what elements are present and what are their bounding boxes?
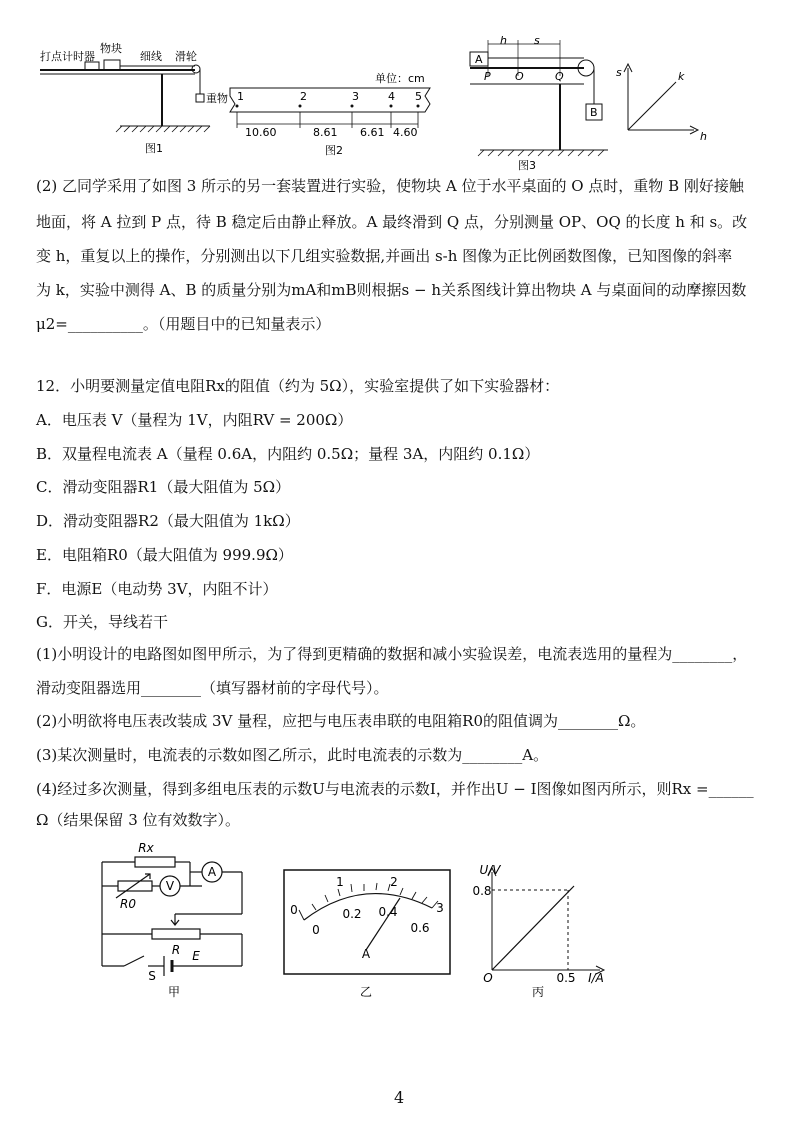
fig3-h-label: h	[500, 34, 507, 47]
fig2-point-3: 3	[352, 90, 359, 103]
jia-caption: 甲	[167, 985, 181, 999]
fig3-graph-s: s	[616, 66, 622, 79]
part2-line-2: 地面，将 A 拉到 P 点，待 B 稳定后由静止释放。A 最终滑到 Q 点，分别测量 OP、OQ 的长度 h 和 s。改	[36, 213, 748, 231]
yi-bottom-scale-1: 0.2	[342, 907, 362, 921]
figure-2	[225, 70, 445, 158]
q12-sub-4a: (4)经过多次测量，得到多组电压表的示数U与电流表的示数I，并作出U − I图像如图丙所示，则Rx =______	[36, 780, 754, 798]
ui-graph-bing	[462, 858, 622, 1000]
part2-line-5: μ2=__________。（用题目中的已知量表示）	[36, 315, 331, 333]
fig3-caption: 图3	[518, 159, 536, 172]
q12-item-g: G．开关，导线若干	[36, 613, 168, 631]
q12-item-c: C．滑动变阻器R1（最大阻值为 5Ω）	[36, 478, 291, 496]
figure-1	[30, 38, 228, 158]
fig2-point-1: 1	[237, 90, 244, 103]
fig2-dist-1: 10.60	[245, 126, 277, 139]
yi-top-scale-1: 1	[336, 875, 344, 889]
q12-sub-1b: 滑动变阻器选用________（填写器材前的字母代号）。	[36, 679, 389, 697]
fig1-block	[104, 60, 120, 70]
fig3-b-label: B	[590, 106, 598, 119]
fig2-dist-4: 4.60	[393, 126, 418, 139]
fig3-o-label: O	[515, 70, 524, 83]
fig1-timer-label: 打点计时器	[40, 50, 95, 63]
fig3-sh-graph	[616, 64, 707, 143]
fig1-pulley-label: 滑轮	[175, 50, 197, 63]
q12-item-e: E．电阻箱R0（最大阻值为 999.9Ω）	[36, 546, 293, 564]
bing-origin-label: O	[483, 971, 493, 985]
part2-line-3: 变 h，重复以上的操作，分别测出以下几组实验数据,并画出 s-h 图像为正比例函数图像，已知图像的斜率	[36, 247, 733, 265]
fig2-dist-2: 8.61	[313, 126, 338, 139]
yi-bottom-scale-0: 0	[312, 923, 320, 937]
yi-caption: 乙	[359, 985, 373, 999]
q12-sub-4b: Ω（结果保留 3 位有效数字）。	[36, 811, 241, 829]
fig2-unit: 单位：cm	[375, 72, 425, 85]
yi-meter-label: A	[361, 947, 371, 961]
q12-item-a: A．电压表 V（量程为 1V，内阻RV = 200Ω）	[36, 411, 353, 429]
fig1-weight-label: 重物	[206, 92, 228, 105]
yi-top-scale-2: 2	[390, 875, 398, 889]
fig3-a-label: A	[475, 53, 483, 66]
bing-caption: 丙	[531, 985, 545, 999]
page-number: 4	[394, 1088, 405, 1107]
fig2-point-5: 5	[415, 90, 422, 103]
fig3-graph-k: k	[678, 70, 685, 83]
bing-x-tick: 0.5	[556, 971, 576, 985]
fig2-points	[236, 105, 420, 108]
bing-x-axis-label: I/A	[588, 971, 604, 985]
q12-item-d: D．滑动变阻器R2（最大阻值为 1kΩ）	[36, 512, 300, 530]
q12-item-b: B．双量程电流表 A（量程 0.6A，内阻约 0.5Ω；量程 3A，内阻约 0.1Ω）	[36, 445, 540, 463]
bing-data-line	[492, 886, 574, 970]
part2-line-1: (2) 乙同学采用了如图 3 所示的另一套装置进行实验，使物块 A 位于水平桌面的 O 点时，重物 B 刚好接触	[36, 177, 744, 195]
q12-sub-2: (2)小明欲将电压表改装成 3V 量程，应把与电压表串联的电阻箱R0的阻值调为________Ω。	[36, 712, 646, 730]
ammeter-dial-yi	[282, 868, 454, 1002]
yi-top-scale-0: 0	[290, 903, 298, 917]
fig2-point-4: 4	[388, 90, 395, 103]
jia-rx-label: Rx	[138, 841, 154, 855]
yi-bottom-scale-2: 0.4	[378, 905, 398, 919]
jia-ammeter-label: A	[207, 865, 217, 879]
jia-switch-label: S	[148, 969, 156, 983]
fig1-caption: 图1	[145, 142, 163, 155]
fig1-weight	[196, 94, 204, 102]
fig2-caption: 图2	[325, 144, 343, 157]
jia-emf-label: E	[192, 949, 200, 963]
yi-top-scale-3: 3	[436, 901, 444, 915]
fig2-tape	[230, 88, 430, 112]
fig3-s-label: s	[534, 34, 540, 47]
jia-r-label: R	[171, 943, 181, 957]
bing-y-axis-label: U/V	[479, 863, 501, 877]
q12-sub-1a: (1)小明设计的电路图如图甲所示，为了得到更精确的数据和减小实验误差，电流表选用的量程为________，	[36, 645, 748, 663]
fig2-dist-3: 6.61	[360, 126, 385, 139]
fig3-q-label: Q	[555, 70, 564, 83]
q12-item-f: F．电源E（电动势 3V，内阻不计）	[36, 580, 278, 598]
fig1-string-label: 细线	[140, 50, 162, 63]
figure-3	[460, 32, 720, 172]
circuit-diagram-jia	[90, 838, 260, 998]
fig3-graph-h: h	[700, 130, 707, 143]
q12-sub-3: (3)某次测量时，电流表的示数如图乙所示，此时电流表的示数为________A。	[36, 746, 549, 764]
part2-line-4: 为 k，实验中测得 A、B 的质量分别为mA和mB则根据s − h关系图线计算出物块 A 与桌面间的动摩擦因数	[36, 281, 747, 299]
jia-voltmeter-label: V	[165, 879, 175, 893]
fig1-timer	[85, 62, 99, 70]
jia-r0-label: R0	[120, 897, 136, 911]
yi-bottom-scale-3: 0.6	[410, 921, 430, 935]
bing-y-tick: 0.8	[472, 884, 492, 898]
q12-intro: 12．小明要测量定值电阻Rx的阻值（约为 5Ω），实验室提供了如下实验器材：	[36, 377, 560, 395]
fig2-point-2: 2	[300, 90, 307, 103]
fig3-p-label: P	[484, 70, 491, 83]
fig1-block-label: 物块	[100, 42, 122, 55]
